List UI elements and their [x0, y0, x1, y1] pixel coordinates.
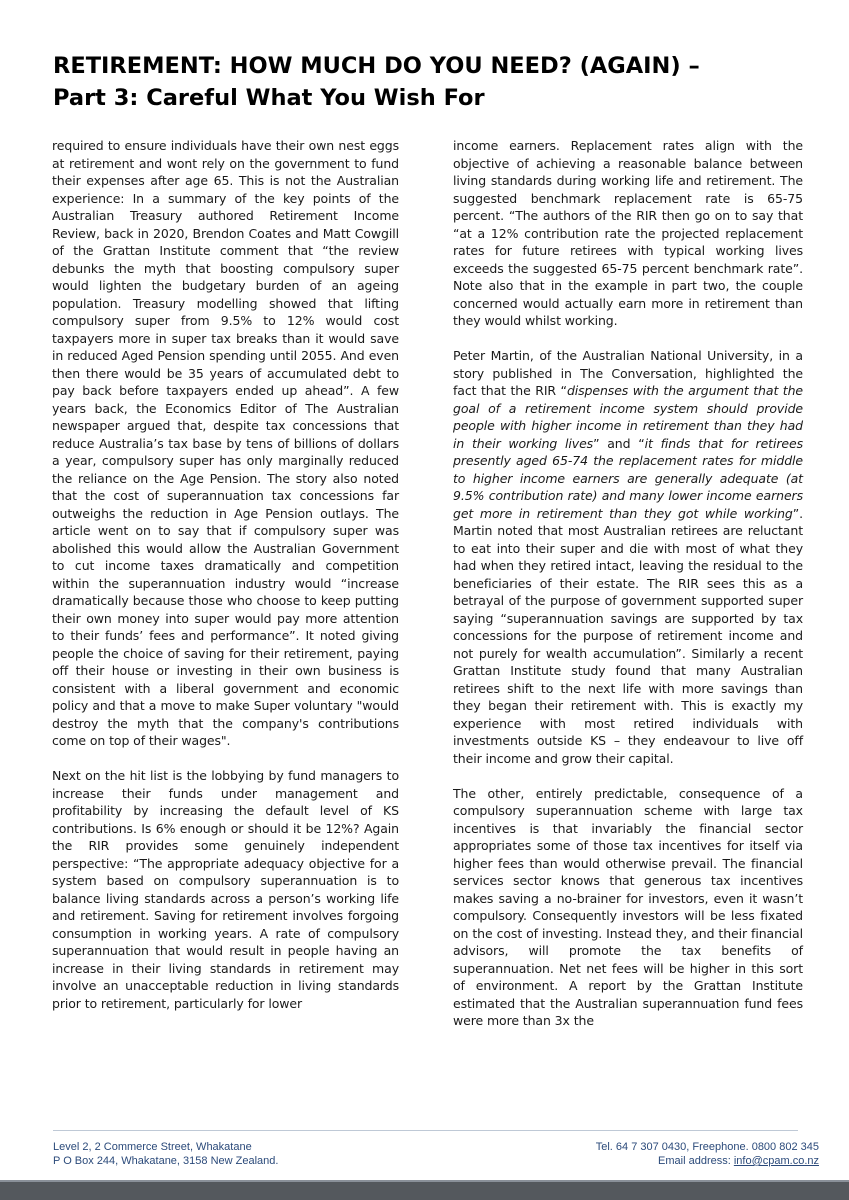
page-title [53, 50, 813, 114]
footer-contact [596, 1140, 819, 1168]
right-paragraph-2-quote-1: dispenses with the argument that the goal of a retirement income system should provide people with higher income in retirement than they had in their working lives [453, 383, 803, 451]
footer-address [53, 1140, 278, 1168]
footer-divider [53, 1130, 798, 1131]
address-line-1: Level 2, 2 Commerce Street, Whakatane [53, 1141, 252, 1153]
left-paragraph-2: Next on the hit list is the lobbying by fund managers to increase their funds under management and profitability by increasing the default level of KS contributions. Is 6% enough or should it be 12%? Again the RIR provides some genuinely independent perspective: “The appropriate adequacy objective for a system based on compulsory superannuation is to balance living standards across a person’s working life and retirement. Saving for retirement involves forgoing consumption in working years. A rate of compulsory superannuation that would result in people having an increase in their living standards in retirement may involve an unacceptable reduction in living standards prior to retirement, particularly for lower [52, 768, 399, 1011]
email-line [596, 1154, 819, 1168]
phone-line: Tel. 64 7 307 0430, Freephone. 0800 802 345 [595, 1141, 819, 1153]
right-paragraph-2-part-e: ”. Martin noted that most Australian retirees are reluctant to eat into their super and die with most of what they had when they retired intact, leaving the residual to the beneficiaries of their estate. The RIR sees this as a betrayal of the purpose of government supported super saying “superannuation savings are supported by tax concessions for the purpose of retirement income and not purely for wealth accumulation”. Similarly a recent Grattan Institute study found that many Australian retirees shift to the next life with more savings than they began their retirement with. This is exactly my experience with most retired individuals with investments outside KS – they endeavour to live off their income and grow their capital. [453, 505, 803, 766]
right-paragraph-2-quote-2: it finds that for retirees presently aged 65-74 the replacement rates for middle to higher income earners are generally adequate (at 9.5% contribution rate) and many lower income earners get more in retirement than they got while working [453, 435, 803, 521]
right-paragraph-2-part-c: ” and “ [593, 435, 645, 451]
email-label: Email address: [658, 1155, 734, 1167]
left-column [52, 137, 399, 1030]
right-paragraph-3: The other, entirely predictable, consequence of a compulsory superannuation scheme with large tax incentives is that invariably the financial sector appropriates some of those tax incentives for itself via higher fees than would otherwise prevail. The financial services sector knows that generous tax incentives makes saving a no-brainer for investors, even it wasn’t compulsory. Consequently investors will be less fixated on the cost of investing. Instead they, and their financial advisors, will promote the tax benefits of superannuation. Net net fees will be higher in this sort of environment. A report by the Grattan Institute estimated that the Australian superannuation fund fees were more than 3x the [453, 785, 803, 1028]
right-column [453, 137, 803, 1047]
email-link[interactable]: info@cpam.co.nz [733, 1155, 819, 1167]
left-paragraph-1: required to ensure individuals have their own nest eggs at retirement and wont rely on the government to fund their expenses after age 65. This is not the Australian experience: In a summary of the key points of the Australian Treasury authored Retirement Income Review, back in 2020, Brendon Coates and Matt Cowgill of the Grattan Institute comment that “the review debunks the myth that boosting compulsory super would lighten the budgetary burden of an ageing population. Treasury modelling showed that lifting compulsory super from 9.5% to 12% would cost taxpayers more in super tax breaks than it would save in reduced Aged Pension spending until 2055. And even then there would be 35 years of accumulated debt to pay back before taxpayers ended up ahead”. A few years back, the Economics Editor of The Australian newspaper argued that, despite tax concessions that reduce Australia’s tax base by tens of billions of dollars a year, compulsory super has only marginally reduced the reliance on the Age Pension. The story also noted that the cost of superannuation tax concessions far outweighs the reduction in Age Pension outlays. The article went on to say that if compulsory super was abolished this would allow the Australian Government to cut income taxes dramatically and competition within the superannuation industry would “increase dramatically because those who choose to keep putting their own money into super would pay more attention to their funds’ fees and performance”. It noted giving people the choice of saving for their retirement, paying off their house or investing in their own business is consistent with a liberal government and economic policy and that a move to make Super voluntary "would destroy the myth that the company's contributions come on top of their wages". [52, 138, 399, 748]
right-paragraph-2 [453, 347, 803, 767]
right-paragraph-2-part-a: Peter Martin, of the Australian National University, in a story published in The Conversation, highlighted the fact that the RIR “ [453, 348, 803, 398]
right-paragraph-1: income earners. Replacement rates align with the objective of achieving a reasonable balance between living standards during working life and retirement. The suggested benchmark replacement rate is 65-75 percent. “The authors of the RIR then go on to say that “at a 12% contribution rate the projected replacement rates for future retirees with typical working lives exceeds the suggested 65-75 percent benchmark rate”. Note also that in the example in part two, the couple concerned would actually earn more in retirement than they would whilst working. [453, 138, 803, 328]
title-line-1: RETIREMENT: HOW MUCH DO YOU NEED? (AGAIN) – [53, 53, 700, 79]
address-line-2: P O Box 244, Whakatane, 3158 New Zealand. [53, 1155, 279, 1167]
title-line-2: Part 3: Careful What You Wish For [53, 85, 485, 111]
bottom-bar-accent [0, 1180, 849, 1182]
bottom-bar [0, 1180, 849, 1200]
